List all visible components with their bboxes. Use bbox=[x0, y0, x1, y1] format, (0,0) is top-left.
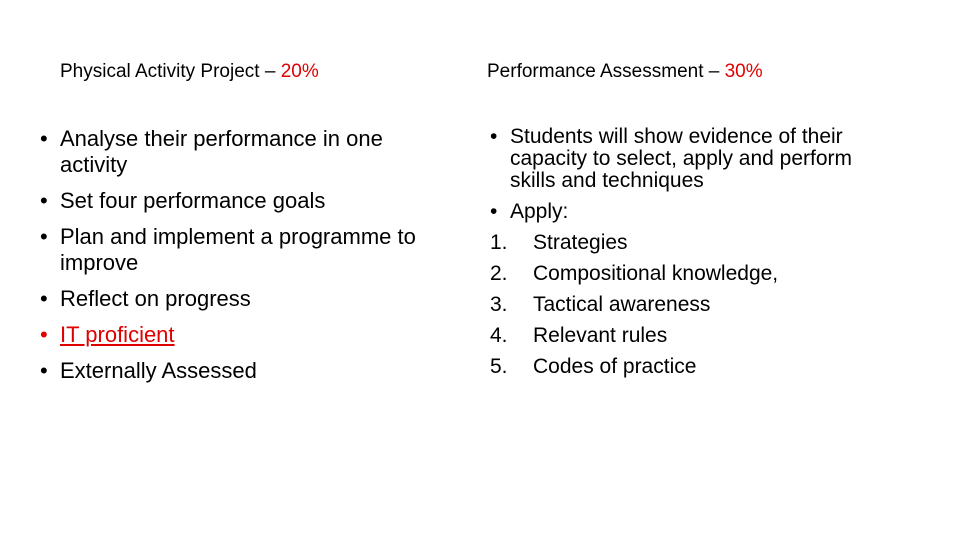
bullet-icon: • bbox=[40, 188, 48, 213]
left-heading-text: Physical Activity Project – bbox=[60, 61, 281, 82]
bullet-icon: • bbox=[40, 322, 48, 347]
numbered-item bbox=[490, 231, 900, 254]
numbered-item-text: Compositional knowledge, bbox=[533, 262, 779, 285]
list-item-text: Plan and implement a programme to improve bbox=[60, 224, 416, 275]
numbered-item-text: Codes of practice bbox=[533, 355, 697, 378]
bullet-icon: • bbox=[40, 126, 48, 151]
list-item bbox=[40, 286, 420, 312]
left-column-heading bbox=[60, 60, 319, 84]
item-number: 1. bbox=[490, 231, 508, 254]
numbered-item bbox=[490, 324, 900, 347]
list-item-text: Students will show evidence of their capacity to select, apply and perform skills and techniques bbox=[510, 125, 853, 192]
list-item-text: Externally Assessed bbox=[60, 358, 257, 383]
left-bullet-list bbox=[40, 126, 420, 394]
right-heading-text: Performance Assessment – bbox=[487, 61, 725, 82]
bullet-icon: • bbox=[40, 286, 48, 311]
list-item-text: Analyse their performance in one activity bbox=[60, 126, 383, 177]
right-bullet-list bbox=[490, 126, 900, 386]
numbered-item bbox=[490, 293, 900, 316]
left-heading-percentage: 20% bbox=[280, 61, 319, 82]
numbered-item-text: Strategies bbox=[533, 231, 628, 254]
numbered-item bbox=[490, 355, 900, 378]
list-item bbox=[40, 188, 420, 214]
numbered-item-text: Relevant rules bbox=[533, 324, 668, 347]
list-item bbox=[40, 126, 420, 178]
list-item bbox=[40, 358, 420, 384]
bullet-icon: • bbox=[40, 358, 48, 383]
list-item-text: Set four performance goals bbox=[60, 188, 326, 213]
right-column-heading bbox=[487, 60, 763, 84]
item-number: 4. bbox=[490, 324, 508, 347]
list-item bbox=[40, 224, 420, 276]
list-item bbox=[490, 200, 900, 223]
list-item-highlighted[interactable] bbox=[40, 322, 420, 348]
bullet-icon: • bbox=[490, 200, 498, 223]
bullet-icon: • bbox=[40, 224, 48, 249]
numbered-item bbox=[490, 262, 900, 285]
it-proficient-link[interactable]: IT proficient bbox=[60, 322, 175, 347]
list-item-text: Apply: bbox=[510, 200, 569, 223]
list-item-text: Reflect on progress bbox=[60, 286, 251, 311]
item-number: 3. bbox=[490, 293, 508, 316]
item-number: 5. bbox=[490, 355, 508, 378]
bullet-icon: • bbox=[490, 125, 498, 148]
right-heading-percentage: 30% bbox=[724, 61, 763, 82]
list-item bbox=[490, 126, 900, 192]
numbered-item-text: Tactical awareness bbox=[533, 293, 711, 316]
item-number: 2. bbox=[490, 262, 508, 285]
